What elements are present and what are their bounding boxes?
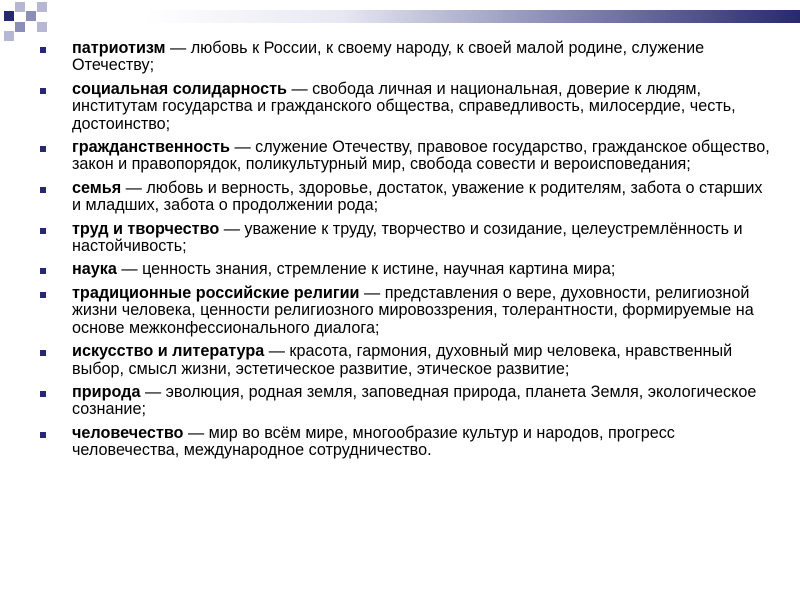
values-list <box>40 40 775 460</box>
bullet-square-icon <box>40 88 46 94</box>
value-term: труд и творчество <box>72 219 220 238</box>
bullet-square-icon <box>40 350 46 356</box>
list-item <box>40 221 775 256</box>
list-item <box>40 384 775 419</box>
value-description: — любовь к России, к своему народу, к своей малой родине, служение Отечеству; <box>72 39 705 75</box>
value-term: человечество <box>72 423 184 442</box>
value-description: — эволюция, родная земля, заповедная природа, планета Земля, экологическое сознание; <box>72 382 757 419</box>
value-term: семья <box>72 178 122 197</box>
value-term: наука <box>72 260 117 279</box>
deco-square <box>15 22 25 32</box>
value-term: патриотизм <box>72 39 166 57</box>
value-description: — мир во всём мире, многообразие культур и народов, прогресс человечества, международное сотрудничество. <box>72 423 675 460</box>
value-description: — уважение к труду, творчество и созидание, целеустремлённость и настойчивость; <box>72 219 743 256</box>
deco-square <box>37 22 47 32</box>
list-item <box>40 180 775 215</box>
value-description: — красота, гармония, духовный мир человека, нравственный выбор, смысл жизни, эстетическое развитие, этическое развитие; <box>72 342 733 378</box>
bullet-square-icon <box>40 187 46 193</box>
list-item <box>40 40 775 75</box>
bullet-square-icon <box>40 268 46 274</box>
deco-square <box>4 31 14 41</box>
list-item <box>40 139 775 174</box>
value-term: традиционные российские религии <box>72 283 360 302</box>
header-decoration <box>0 0 800 42</box>
value-term: гражданственность <box>72 138 230 157</box>
value-description: — свобода личная и национальная, доверие к людям, институтам государства и гражданского общества, справедливость, милосердие, честь, достоинство; <box>72 79 736 133</box>
deco-square <box>37 2 47 12</box>
deco-square <box>26 11 36 21</box>
value-term: социальная солидарность <box>72 79 287 98</box>
list-item <box>40 81 775 133</box>
bullet-square-icon <box>40 292 46 298</box>
value-description: — ценность знания, стремление к истине, научная картина мира; <box>116 260 616 279</box>
bullet-square-icon <box>40 391 46 397</box>
slide-content <box>40 40 775 466</box>
header-gradient-bar <box>145 10 800 23</box>
value-description: — служение Отечеству, правовое государство, гражданское общество, закон и правопорядок, поликультурный мир, свобода совести и вероисповедания; <box>72 138 770 174</box>
list-item <box>40 261 775 278</box>
value-term: искусство и литература <box>72 342 265 361</box>
decorative-squares <box>0 0 150 42</box>
list-item <box>40 425 775 460</box>
value-term: природа <box>72 382 141 401</box>
deco-square <box>4 11 14 21</box>
list-item <box>40 285 775 337</box>
value-description: — любовь и верность, здоровье, достаток, уважение к родителям, забота о старших и младших, забота о продолжении рода; <box>72 178 763 215</box>
deco-square <box>15 2 25 12</box>
bullet-square-icon <box>40 228 46 234</box>
list-item <box>40 343 775 378</box>
bullet-square-icon <box>40 47 46 53</box>
bullet-square-icon <box>40 146 46 152</box>
bullet-square-icon <box>40 432 46 438</box>
value-description: — представления о вере, духовности, религиозной жизни человека, ценности религиозного мировоззрения, толерантности, формируемые на основе межконфессионального диалога; <box>72 283 754 337</box>
